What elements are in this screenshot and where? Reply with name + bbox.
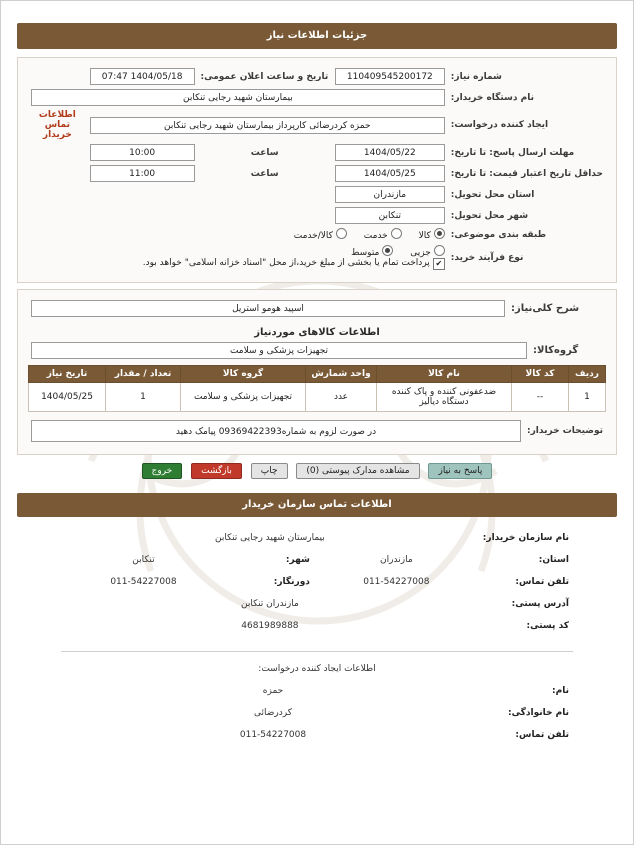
deadline-date-field[interactable]: 1404/05/22 [335,144,445,161]
need-details-panel [17,57,617,283]
radio-medium-label: متوسط [351,248,380,258]
province-field[interactable]: مازندران [335,186,445,203]
label-contact-address: آدرس پستی: [511,599,569,609]
checkbox-treasury-label: پرداخت تمام یا بخشی از مبلغ خرید،از محل "اسناد خزانه اسلامی" خواهد بود. [142,258,430,268]
label-contact-org: نام سازمان خریدار: [482,533,569,543]
buyer-contact-link[interactable]: اطلاعات تماس خریدار [38,110,76,140]
label-contact-city: شهر: [285,555,310,565]
table-row[interactable] [29,383,606,412]
creator-field[interactable]: حمزه کردرضائی کارپرداز بیمارستان شهید رجایی تنکابن [90,117,445,134]
goods-table-header-row [29,366,606,383]
deadline-time-field[interactable]: 10:00 [90,144,195,161]
label-contact-phone: تلفن تماس: [515,577,569,587]
value-contact-postal: 4681989888 [241,621,299,631]
announce-datetime-field[interactable]: 1404/05/18 07:47 [90,68,195,85]
validity-time-field[interactable]: 11:00 [90,165,195,182]
radio-medium-dot [382,245,393,256]
goods-table [28,365,606,412]
col-unit: واحد شمارش [306,366,377,383]
cell-group: تجهیزات پزشکی و سلامت [181,383,306,412]
radio-service-label: خدمت [363,231,388,241]
label-category: طبقه بندی موضوعی: [450,229,547,240]
col-row: ردیف [569,366,606,383]
buyer-org-field[interactable]: بیمارستان شهید رجایی تنکابن [31,89,445,106]
label-summary: شرح کلی‌نیاز: [511,303,580,314]
col-name: نام کالا [377,366,512,383]
radio-minor-dot [434,245,445,256]
radio-minor-label: جزیی [410,248,431,258]
label-creator: ایجاد کننده درخواست: [450,120,549,130]
label-creator-first-name: نام: [552,686,569,696]
value-contact-city: تنکابن [132,555,155,565]
label-contact-province: استان: [538,555,569,565]
summary-field[interactable]: اسپید هومو استریل [31,300,505,317]
goods-group-field[interactable]: تجهیزات پزشکی و سلامت [31,342,527,359]
label-creator-phone: تلفن تماس: [515,730,569,740]
value-contact-phone: 011-54227008 [363,577,430,587]
label-validity: حداقل تاریخ اعتبار قیمت: تا تاریخ: [450,168,603,179]
label-buyer-org: نام دستگاه خریدار: [450,92,535,103]
summary-panel [17,289,617,455]
value-contact-org: بیمارستان شهید رجایی تنکابن [215,533,325,543]
back-button[interactable]: بازگشت [191,463,242,479]
label-province: استان محل تحویل: [450,189,535,200]
checkbox-mark-icon: ✔ [433,258,445,270]
answer-to-need-button[interactable]: پاسخ به نیاز [428,463,492,479]
cell-name: ضدعفونی کننده و پاک کننده دستگاه دیالیز [377,383,512,412]
value-creator-first-name: حمزه [262,686,284,696]
page-title: جزئیات اطلاعات نیاز [17,23,617,49]
label-process-type: نوع فرآیند خرید: [450,252,524,263]
label-request-number: شماره نیاز: [450,71,502,82]
view-attachments-button[interactable]: مشاهده مدارک پیوستی (0) [296,463,419,479]
contact-section-title: اطلاعات تماس سازمان خریدار [17,493,617,517]
cell-code: -- [512,383,569,412]
creator-section-title: اطلاعات ایجاد کننده درخواست: [258,664,376,674]
radio-process-medium[interactable] [351,245,393,258]
radio-goods-label: کالا [418,231,431,241]
cell-unit: عدد [306,383,377,412]
action-buttons [17,463,617,479]
col-qty: تعداد / مقدار [106,366,181,383]
cell-date: 1404/05/25 [29,383,106,412]
value-contact-address: مازندران تنکابن [241,599,299,609]
label-deadline: مهلت ارسال پاسخ: تا تاریخ: [450,147,575,158]
radio-goods-dot [434,228,445,239]
contact-info [61,527,573,746]
checkbox-treasury-payment[interactable] [143,258,445,270]
print-button[interactable]: چاپ [251,463,288,479]
cell-qty: 1 [106,383,181,412]
value-creator-last-name: کردرضائی [254,708,292,718]
radio-goods-service-dot [336,228,347,239]
cell-row: 1 [569,383,606,412]
exit-button[interactable]: خروج [142,463,183,479]
col-date: تاریخ نیاز [29,366,106,383]
divider [61,651,573,652]
col-code: کد کالا [512,366,569,383]
label-goods-group: گروه‌کالا: [533,345,579,356]
label-city: شهر محل تحویل: [450,210,529,221]
radio-category-service[interactable] [364,228,402,241]
validity-date-field[interactable]: 1404/05/25 [335,165,445,182]
label-contact-fax: دورنگار: [273,577,310,587]
radio-category-goods-service[interactable] [294,228,347,241]
goods-section-title: اطلاعات کالاهای موردنیاز [254,327,380,338]
value-creator-phone: 011-54227008 [239,730,307,740]
label-deadline-time: ساعت [250,147,279,158]
radio-process-minor[interactable] [410,245,445,258]
radio-service-dot [391,228,402,239]
request-number-field[interactable]: 110409545200172 [335,68,445,85]
label-description: توضیحات خریدار: [527,426,603,436]
label-contact-postal: کد پستی: [526,621,569,631]
value-contact-fax: 011-54227008 [110,577,177,587]
description-field[interactable]: در صورت لزوم به شماره09369422393 پیامک دهید [31,420,521,442]
label-validity-time: ساعت [250,168,279,179]
label-creator-last-name: نام خانوادگی: [507,708,569,718]
col-group: گروه کالا [181,366,306,383]
radio-category-goods[interactable] [419,228,445,241]
label-announce-datetime: تاریخ و ساعت اعلان عمومی: [200,71,329,82]
city-field[interactable]: تنکابن [335,207,445,224]
radio-goods-service-label: کالا/خدمت [293,231,333,241]
value-contact-province: مازندران [380,555,413,565]
